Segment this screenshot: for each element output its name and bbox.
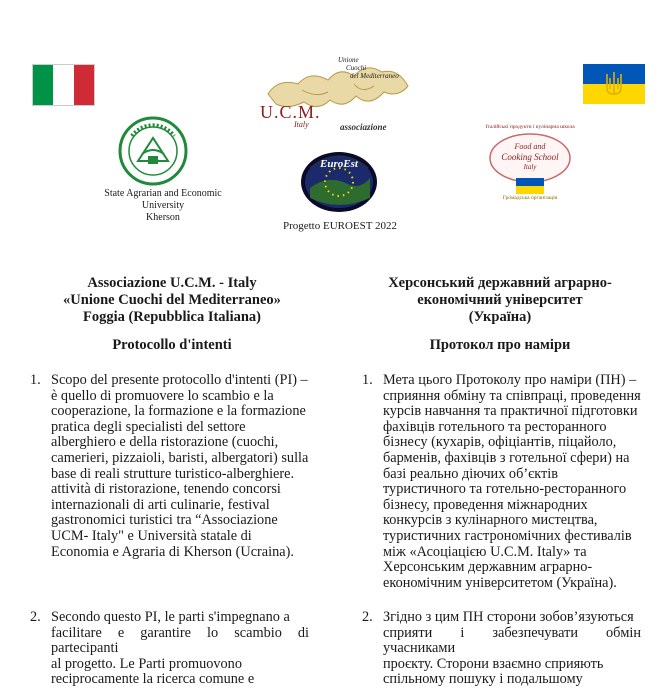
ucm-letters: U.C.M.	[260, 102, 321, 122]
euroest-emblem-icon	[298, 138, 380, 218]
food-cooking-school-logo	[478, 124, 582, 204]
text-line: Secondo questo PI, le parti s'impegnano a	[51, 609, 290, 625]
text-line: al progetto. Le Parti promuovono	[51, 655, 242, 672]
text-line: attività di ristorazione, tenendo concorsi	[51, 481, 281, 498]
text-line: туристичного та готельно-ресторанного	[383, 481, 627, 498]
italy-flag-green	[33, 65, 53, 105]
text-line: між «Асоціацією U.C.M. Italy» та	[383, 543, 587, 560]
left-heading-line1: Associazione U.C.M. - Italy	[87, 275, 257, 291]
right-item-1-number: 1.	[362, 372, 373, 388]
right-heading-line1: Херсонський державний аграрно-	[388, 275, 612, 291]
text-line: економічним університетом (Україна).	[383, 574, 617, 591]
fcs-line2: Cooking School	[501, 152, 559, 162]
right-item-1-text	[383, 373, 641, 591]
left-item-2-number: 2.	[30, 609, 41, 625]
text-line: сприяння обміну та співпраці, проведення	[383, 387, 641, 404]
text-line: фахівців готельного та ресторанного	[383, 418, 607, 435]
text-line: туристичних гастрономічних фестивалів	[383, 527, 632, 544]
ukraine-flag	[583, 64, 645, 104]
ucm-top-text-2: Cuochi	[346, 64, 367, 72]
ucm-sub: Italy	[294, 120, 309, 129]
fcs-line3: Italy	[523, 163, 537, 171]
euroest-label: EuroEst	[320, 158, 358, 170]
text-line: Згідно з цим ПН сторони зобов’язуються	[383, 609, 634, 625]
text-line: Economia e Agraria di Kherson (Ucraina).	[51, 543, 294, 560]
ucm-logo	[258, 50, 418, 136]
text-line: курсів навчання та практичної підготовки	[383, 403, 638, 420]
left-subheading: Protocollo d'intenti	[112, 337, 232, 353]
right-item-2-number: 2.	[362, 609, 373, 625]
right-heading	[355, 275, 645, 326]
left-heading-line3: Foggia (Repubblica Italiana)	[82, 309, 262, 325]
italy-flag-red	[74, 65, 94, 105]
text-line: UCM- Italy" e Università statale di	[51, 527, 252, 544]
text-line: facilitare e garantire lo scambio di partecipanti	[51, 624, 309, 657]
italy-flag-white	[53, 65, 73, 105]
text-line: Мета цього Протоколу про наміри (ПН) –	[383, 372, 637, 388]
left-item-2-text	[51, 610, 309, 688]
text-line: проєкту. Сторони взаємно сприяють	[383, 655, 604, 672]
kherson-university-emblem-icon	[118, 116, 188, 186]
text-line: барменів, фахівців з готельної сфери) на	[383, 449, 630, 466]
fcs-arc-text: Італійські продукти і кулінарна школа	[485, 124, 575, 130]
text-line: pratica degli specialisti del settore	[51, 418, 246, 435]
italy-flag	[32, 64, 95, 106]
right-subheading: Протокол про наміри	[429, 337, 571, 353]
left-item-1-number: 1.	[30, 372, 41, 388]
text-line: base di reali strutture turistico-alberghiere.	[51, 465, 295, 482]
ucm-top-text-1: Unione	[338, 56, 359, 64]
text-line: alberghiero e della ristorazione (cuochi,	[51, 434, 279, 451]
text-line: бізнесу (кухарів, офіціантів, піцайоло,	[383, 434, 617, 451]
text-line: Херсонським державним аграрно-	[383, 559, 593, 576]
text-line: бізнесу, проведення міжнародних	[383, 496, 588, 513]
kherson-caption-line1: State Agrarian and Economic University	[104, 188, 222, 211]
ucm-assoc: associazione	[340, 122, 387, 132]
kherson-university-caption	[88, 188, 238, 224]
project-caption: Progetto EUROEST 2022	[282, 220, 398, 232]
fcs-line1: Food and	[514, 142, 546, 151]
text-line: internazionali di arti culinarie, festival	[51, 496, 270, 513]
euroest-logo	[298, 138, 380, 218]
text-line: camerieri, pizzaioli, baristi, albergatori) sulla	[51, 449, 309, 466]
text-line: спільному пошуку і подальшому	[383, 671, 583, 688]
left-item-1-text	[51, 373, 309, 560]
text-line: Scopo del presente protocollo d'intenti (PI) –	[51, 372, 308, 388]
right-heading-line2: економічний університет	[417, 292, 583, 308]
ucm-top-text-3: del Mediterraneo	[350, 72, 399, 80]
ukraine-flag-icon	[583, 64, 645, 104]
text-line: базі реально діючих об’єктів	[383, 465, 558, 482]
right-heading-line3: (Україна)	[468, 309, 532, 325]
text-line: cooperazione, la formazione e la formazione	[51, 403, 306, 420]
fcs-bottom: Громадська організація	[502, 195, 558, 201]
text-line: è quello di promuovere lo scambio e la	[51, 387, 274, 404]
kherson-caption-line2: Kherson	[146, 212, 180, 223]
left-heading	[30, 275, 314, 326]
left-heading-line2: «Unione Cuochi del Mediterraneo»	[63, 292, 281, 308]
text-line: reciprocamente la ricerca comune e	[51, 671, 255, 688]
kherson-university-logo	[118, 116, 188, 186]
text-line: конкурсів з кулінарного мистецтва,	[383, 512, 598, 529]
text-line: gastronomici turistici tra “Associazione	[51, 512, 278, 529]
text-line: сприяти і забезпечувати обмін учасниками	[383, 624, 641, 657]
right-item-2-text	[383, 610, 641, 688]
